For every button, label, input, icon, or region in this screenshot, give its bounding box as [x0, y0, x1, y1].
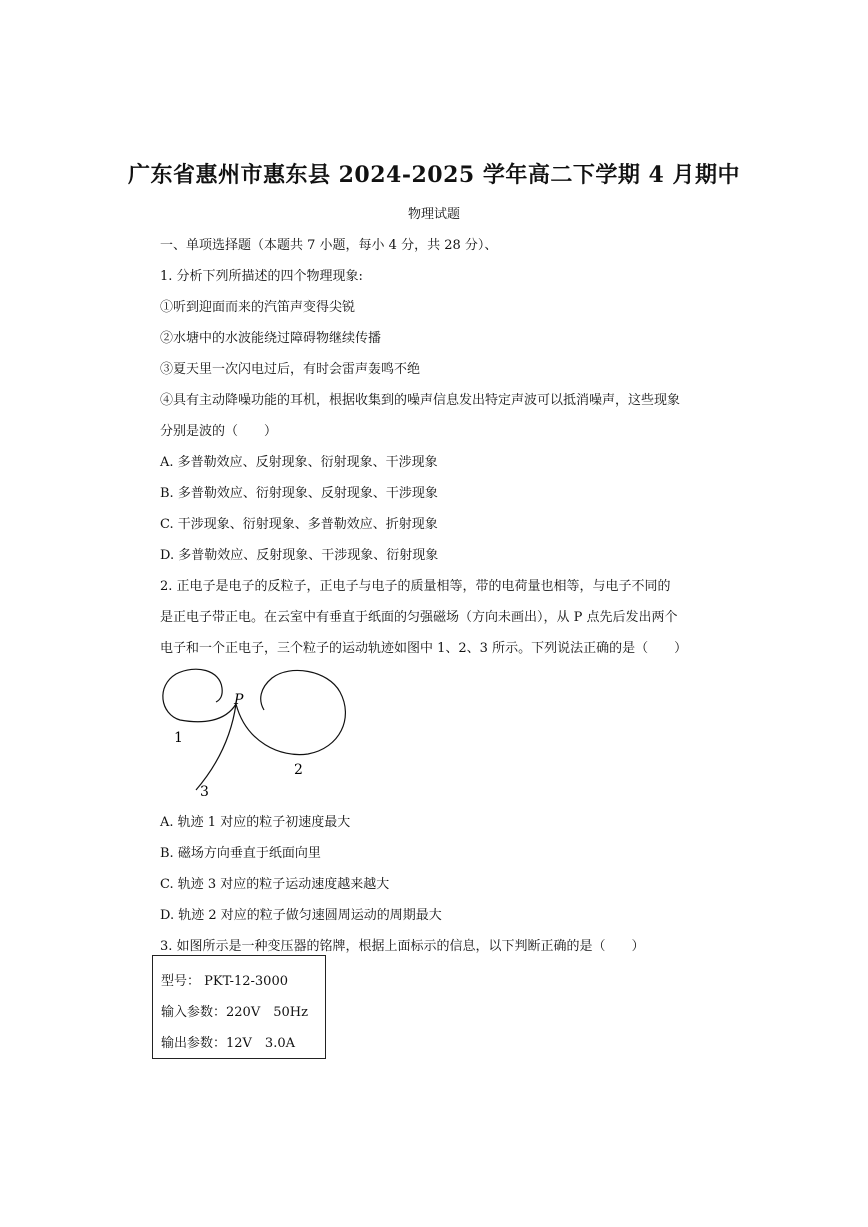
trajectory-2-label: 2 — [294, 762, 303, 778]
q2-stem-line: 是正电子带正电。在云室中有垂直于纸面的匀强磁场（方向未画出），从 P 点先后发出两个 — [160, 610, 678, 625]
point-p-label: P — [234, 692, 244, 708]
q1-option-c: C. 干涉现象、衍射现象、多普勒效应、折射现象 — [160, 517, 438, 532]
q2-option-d: D. 轨迹 2 对应的粒子做匀速圆周运动的周期最大 — [160, 908, 442, 923]
q1-option-a: A. 多普勒效应、反射现象、衍射现象、干涉现象 — [160, 455, 438, 470]
q1-item: ①听到迎面而来的汽笛声变得尖锐 — [160, 300, 356, 315]
q2-option-b: B. 磁场方向垂直于纸面向里 — [160, 846, 321, 861]
transformer-nameplate — [152, 955, 326, 1059]
q1-stem: 1. 分析下列所描述的四个物理现象: — [160, 269, 363, 284]
q2-option-c: C. 轨迹 3 对应的粒子运动速度越来越大 — [160, 877, 390, 892]
nameplate-input: 输入参数：220V 50Hz — [161, 1005, 308, 1020]
q1-item: ③夏天里一次闪电过后，有时会雷声轰鸣不绝 — [160, 362, 421, 377]
q1-option-d: D. 多普勒效应、反射现象、干涉现象、衍射现象 — [160, 548, 439, 563]
q1-option-b: B. 多普勒效应、衍射现象、反射现象、干涉现象 — [160, 486, 438, 501]
trajectory-1 — [163, 669, 236, 722]
nameplate-output: 输出参数：12V 3.0A — [161, 1036, 295, 1051]
trajectory-3 — [196, 704, 236, 790]
trajectory-2 — [236, 670, 345, 754]
section-heading: 一、单项选择题（本题共 7 小题，每小 4 分，共 28 分）、 — [160, 238, 498, 253]
trajectory-figure — [150, 662, 370, 802]
trajectory-1-label: 1 — [174, 730, 183, 746]
q2-stem-line: 2. 正电子是电子的反粒子，正电子与电子的质量相等，带的电荷量也相等，与电子不同的 — [160, 579, 671, 594]
nameplate-model: 型号： PKT-12-3000 — [161, 974, 288, 989]
page-title: 广东省惠州市惠东县 2024-2025 学年高二下学期 4 月期中 — [127, 162, 741, 188]
q1-item: ④具有主动降噪功能的耳机，根据收集到的噪声信息发出特定声波可以抵消噪声，这些现象 — [160, 393, 681, 408]
trajectory-3-label: 3 — [200, 784, 209, 800]
q2-option-a: A. 轨迹 1 对应的粒子初速度最大 — [160, 815, 351, 830]
q3-stem: 3. 如图所示是一种变压器的铭牌，根据上面标示的信息，以下判断正确的是（ ） — [160, 939, 645, 954]
q2-stem-line: 电子和一个正电子，三个粒子的运动轨迹如图中 1、2、3 所示。下列说法正确的是（ ） — [160, 641, 688, 656]
q1-item: 分别是波的（ ） — [160, 424, 278, 439]
q1-item: ②水塘中的水波能绕过障碍物继续传播 — [160, 331, 382, 346]
page-subtitle: 物理试题 — [407, 207, 460, 222]
